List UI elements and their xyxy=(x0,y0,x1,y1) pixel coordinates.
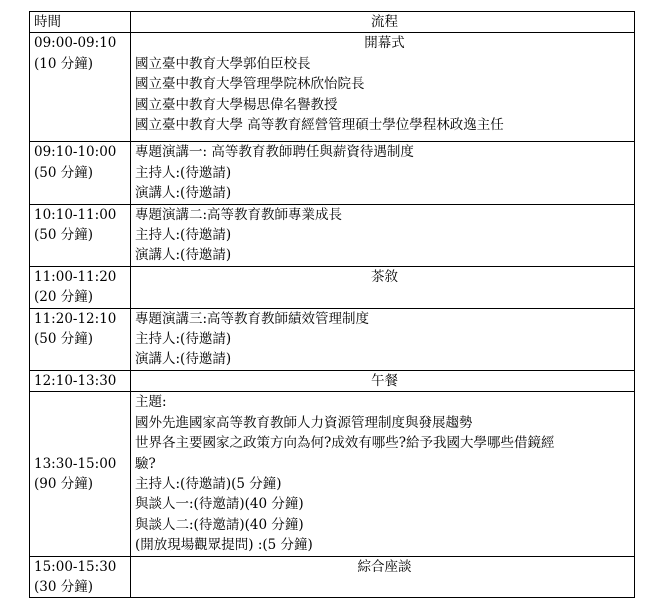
duration: (50 分鐘) xyxy=(34,164,94,181)
time-range: 11:20-12:10 xyxy=(34,310,117,327)
program-line: 主持人:(待邀請) xyxy=(135,227,232,244)
row-title: 綜合座談 xyxy=(357,558,412,575)
time-range: 11:00-11:20 xyxy=(34,268,117,285)
header-program: 流程 xyxy=(131,12,635,33)
program-line: 演講人:(待邀請) xyxy=(135,185,232,202)
program-line: 國立臺中教育大學 高等教育經營管理碩士學位學程林政逸主任 xyxy=(135,117,504,134)
program-line: 國外先進國家高等教育教師人力資源管理制度與發展趨勢 xyxy=(135,414,473,431)
time-cell xyxy=(30,308,131,370)
header-row xyxy=(30,12,635,33)
program-line: 演講人:(待邀請) xyxy=(135,247,232,264)
time-cell xyxy=(30,142,131,204)
time-cell xyxy=(30,370,131,391)
time-cell xyxy=(30,556,131,598)
program-line: 世界各主要國家之政策方向為何?成效有哪些?給予我國大學哪些借鏡經 xyxy=(135,435,555,452)
program-line: 主持人:(待邀請) xyxy=(135,331,232,348)
time-cell xyxy=(30,392,131,556)
duration: (50 分鐘) xyxy=(34,227,94,244)
program-cell xyxy=(131,392,635,556)
time-range: 12:10-13:30 xyxy=(34,372,117,389)
time-range: 09:00-09:10 xyxy=(34,35,117,52)
program-cell xyxy=(131,308,635,370)
duration: (20 分鐘) xyxy=(34,289,94,306)
program-line: 國立臺中教育大學郭伯臣校長 xyxy=(135,55,311,72)
table-row xyxy=(30,392,635,556)
table-row xyxy=(30,370,635,391)
program-line: 主持人:(待邀請)(5 分鐘) xyxy=(135,475,282,492)
time-range: 09:10-10:00 xyxy=(34,144,117,161)
table-row xyxy=(30,204,635,266)
program-line: 專題演講三:高等教育教師績效管理制度 xyxy=(135,310,370,327)
program-line: 專題演講一: 高等教育教師聘任與薪資待遇制度 xyxy=(135,144,414,161)
program-cell xyxy=(131,204,635,266)
time-cell xyxy=(30,33,131,142)
program-line: 演講人:(待邀請) xyxy=(135,351,232,368)
program-line: 國立臺中教育大學管理學院林欣怡院長 xyxy=(135,76,365,93)
program-cell xyxy=(131,370,635,391)
row-title: 午餐 xyxy=(371,372,398,389)
program-line: (開放現場觀眾提問) :(5 分鐘) xyxy=(135,537,313,554)
table-row xyxy=(30,556,635,598)
program-line: 主持人:(待邀請) xyxy=(135,164,232,181)
duration: (50 分鐘) xyxy=(34,331,94,348)
program-line: 主題: xyxy=(135,394,167,411)
schedule-table xyxy=(29,11,635,598)
table-row xyxy=(30,142,635,204)
time-range: 10:10-11:00 xyxy=(34,206,117,223)
duration: (30 分鐘) xyxy=(34,578,94,595)
row-title: 茶敘 xyxy=(371,268,398,285)
program-cell xyxy=(131,266,635,308)
program-line: 專題演講二:高等教育教師專業成長 xyxy=(135,206,343,223)
table-row xyxy=(30,308,635,370)
row-title: 開幕式 xyxy=(364,35,405,52)
header-time: 時間 xyxy=(30,12,131,33)
program-cell xyxy=(131,556,635,598)
duration: (10 分鐘) xyxy=(34,55,94,72)
program-line: 與談人一:(待邀請)(40 分鐘) xyxy=(135,496,304,513)
table-row xyxy=(30,33,635,142)
program-cell xyxy=(131,142,635,204)
time-cell xyxy=(30,204,131,266)
program-line: 與談人二:(待邀請)(40 分鐘) xyxy=(135,516,304,533)
time-range: 13:30-15:00 xyxy=(34,455,117,472)
program-line: 驗? xyxy=(135,455,156,472)
duration: (90 分鐘) xyxy=(34,475,94,492)
program-line: 國立臺中教育大學楊思偉名譽教授 xyxy=(135,96,338,113)
time-range: 15:00-15:30 xyxy=(34,558,117,575)
program-cell xyxy=(131,33,635,142)
table-row xyxy=(30,266,635,308)
time-cell xyxy=(30,266,131,308)
